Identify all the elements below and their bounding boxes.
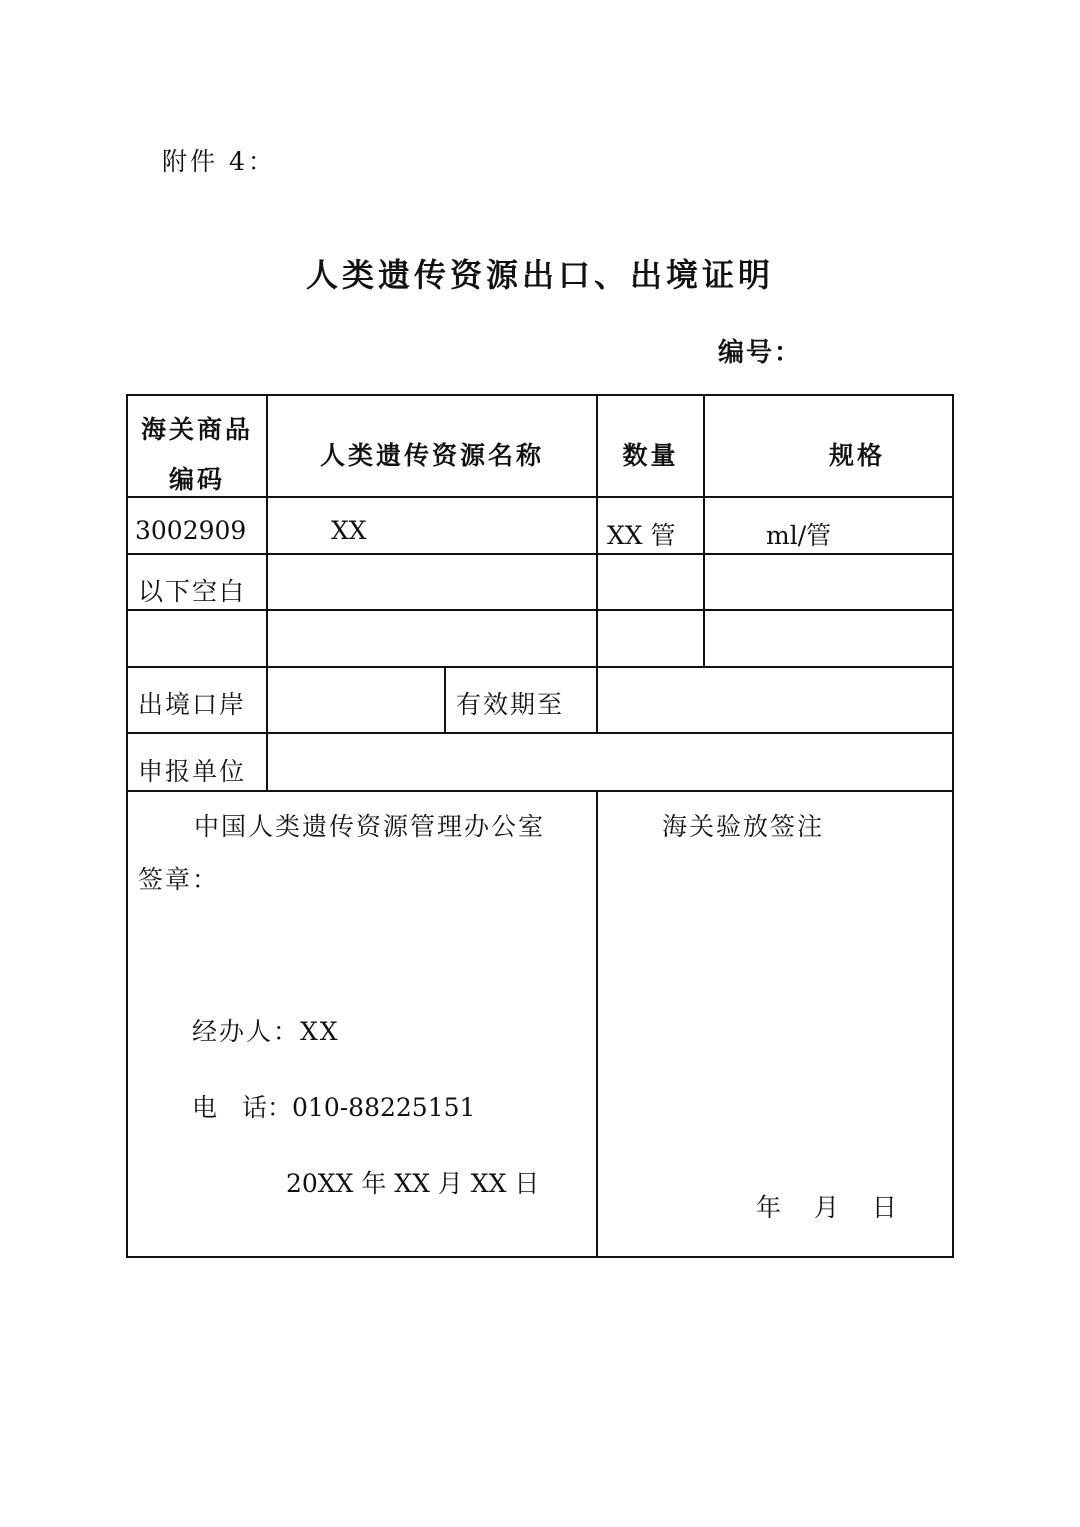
column-header-code-line1: 海关商品 bbox=[140, 415, 253, 444]
row1-quantity: XX 管 bbox=[607, 521, 676, 550]
issue-date: 20XX 年 XX 月 XX 日 bbox=[286, 1169, 540, 1198]
column-divider bbox=[444, 666, 446, 732]
row2-code: 以下空白 bbox=[138, 577, 247, 606]
exit-port-label: 出境口岸 bbox=[138, 690, 247, 719]
row-divider bbox=[126, 732, 954, 734]
column-divider bbox=[596, 790, 598, 1258]
row-divider bbox=[126, 553, 954, 555]
column-divider bbox=[266, 666, 268, 790]
row-divider bbox=[126, 666, 954, 668]
border-right bbox=[952, 394, 954, 1258]
row-divider bbox=[126, 496, 954, 498]
customs-date: 年 月 日 bbox=[756, 1193, 897, 1222]
column-header-code-line2: 编码 bbox=[168, 465, 225, 494]
serial-number-label: 编号： bbox=[718, 338, 803, 368]
customs-endorsement-label: 海关验放签注 bbox=[662, 812, 825, 841]
column-header-name: 人类遗传资源名称 bbox=[319, 441, 544, 470]
border-left bbox=[126, 394, 128, 1258]
column-divider bbox=[703, 394, 705, 666]
attachment-label: 附件 4： bbox=[162, 147, 276, 176]
office-name: 中国人类遗传资源管理办公室 bbox=[194, 812, 546, 841]
document-title: 人类遗传资源出口、出境证明 bbox=[305, 256, 774, 294]
declarant-label: 申报单位 bbox=[138, 757, 247, 786]
row1-name: XX bbox=[331, 516, 367, 545]
column-divider bbox=[266, 394, 268, 666]
phone-value: 010-88225151 bbox=[292, 1093, 476, 1122]
phone-label: 电 话： bbox=[192, 1093, 293, 1122]
row-divider bbox=[126, 609, 954, 611]
valid-until-label: 有效期至 bbox=[456, 690, 565, 719]
row1-code: 3002909 bbox=[135, 516, 247, 545]
row-divider bbox=[126, 790, 954, 792]
seal-label: 签章： bbox=[138, 865, 220, 894]
certificate-form bbox=[126, 394, 954, 1258]
column-divider bbox=[596, 666, 598, 732]
border-bottom bbox=[126, 1256, 954, 1258]
column-divider bbox=[596, 394, 598, 666]
row1-spec: ml/管 bbox=[766, 521, 832, 550]
phone bbox=[192, 1088, 475, 1124]
border-top bbox=[126, 394, 954, 396]
column-header-spec: 规格 bbox=[829, 441, 886, 470]
column-header-quantity: 数量 bbox=[622, 441, 679, 470]
handler-name: 经办人：XX bbox=[192, 1017, 340, 1046]
